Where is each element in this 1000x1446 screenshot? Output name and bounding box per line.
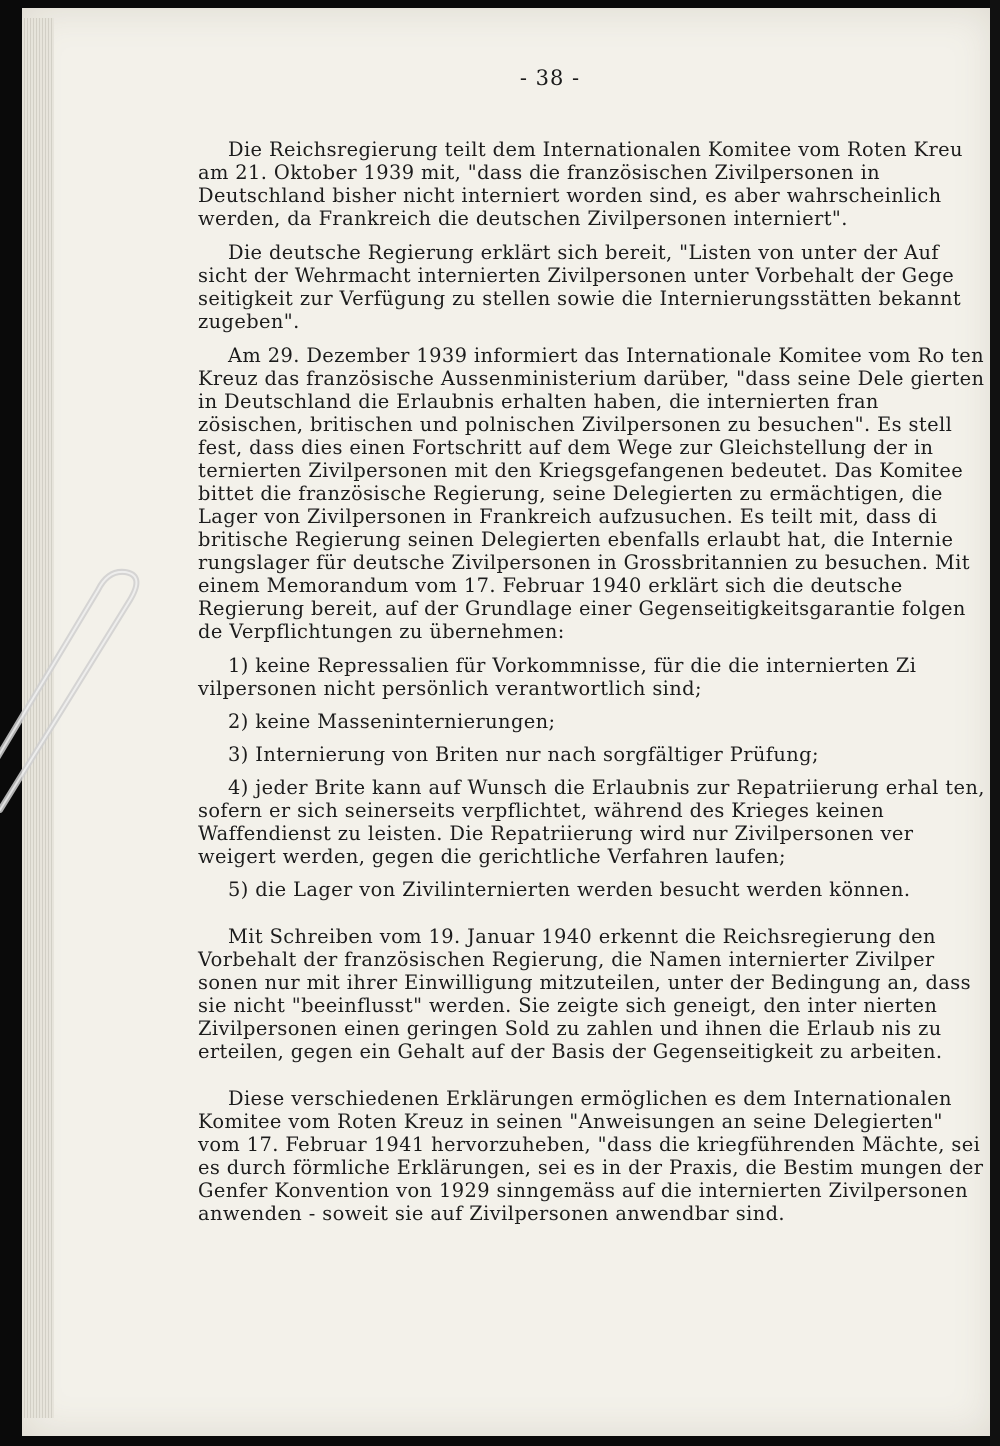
paragraph: Diese verschiedenen Erklärungen ermöglichen es dem Internationalen Komitee vom Roten Kreuz in seinen "Anweisungen an seine Delegierten" vom 17. Februar 1941 hervorzuheben, "dass die kriegführenden Mächte, sei es durch förmliche Erklärungen, sei es in der Praxis, die Bestim mungen der Genfer Konvention von 1929 sinngemäss auf die internierten Zivilpersonen anwenden - soweit sie auf Zivilpersonen anwendbar sind.	[198, 1087, 984, 1225]
list-item: 1) keine Repressalien für Vorkommnisse, für die die internierten Zi vilpersonen nicht persönlich verantwortlich sind;	[198, 654, 917, 700]
list-item: 3) Internierung von Briten nur nach sorgfältiger Prüfung;	[228, 743, 819, 766]
list-item: 5) die Lager von Zivilinternierten werden besucht werden können.	[228, 878, 911, 901]
paragraph: Die deutsche Regierung erklärt sich bereit, "Listen von unter der Auf sicht der Wehrmacht internierten Zivilpersonen unter Vorbehalt der Gege seitigkeit zur Verfügung zu stellen sowie die Internierungsstätten bekannt zugeben".	[198, 241, 962, 333]
obligations-list	[198, 654, 988, 901]
body-text	[198, 138, 988, 1236]
paper-clip-icon	[0, 560, 180, 860]
page-number: - 38 -	[519, 66, 581, 90]
paragraph: Mit Schreiben vom 19. Januar 1940 erkennt die Reichsregierung den Vorbehalt der französischen Regierung, die Namen internierter Zivilper sonen nur mit ihrer Einwilligung mitzuteilen, unter der Bedingung an, dass sie nicht "beeinflusst" werden. Sie zeigte sich geneigt, den inter nierten Zivilpersonen einen geringen Sold zu zahlen und ihnen die Erlaub nis zu erteilen, gegen ein Gehalt auf der Basis der Gegenseitigkeit zu arbeiten.	[198, 925, 971, 1063]
scan-border	[990, 0, 1000, 1446]
paragraph: Am 29. Dezember 1939 informiert das Internationale Komitee vom Ro ten Kreuz das französische Aussenministerium darüber, "dass seine Dele gierten in Deutschland die Erlaubnis erhalten haben, die internierten fran zösischen, britischen und polnischen Zivilpersonen zu besuchen". Es stell fest, dass dies einen Fortschritt auf dem Wege zur Gleichstellung der in ternierten Zivilpersonen mit den Kriegsgefangenen bedeutet. Das Komitee bittet die französische Regierung, seine Delegierten zu ermächtigen, die Lager von Zivilpersonen in Frankreich aufzusuchen. Es teilt mit, dass di britische Regierung seinen Delegierten ebenfalls erlaubt hat, die Internie rungslager für deutsche Zivilpersonen in Grossbritannien zu besuchen. Mit einem Memorandum vom 17. Februar 1940 erklärt sich die deutsche Regierung bereit, auf der Grundlage einer Gegenseitigkeitsgarantie folgen de Verpflichtungen zu übernehmen:	[198, 344, 985, 643]
paragraph: Die Reichsregierung teilt dem Internationalen Komitee vom Roten Kreu am 21. Oktober 1939 mit, "dass die französischen Zivilpersonen in Deutschland bisher nicht interniert worden sind, es aber wahrscheinlich werden, da Frankreich die deutschen Zivilpersonen interniert".	[198, 138, 963, 230]
list-item: 2) keine Masseninternierungen;	[228, 710, 556, 733]
list-item: 4) jeder Brite kann auf Wunsch die Erlaubnis zur Repatriierung erhal ten, sofern er sich seinerseits verpflichtet, während des Krieges keinen Waffendienst zu leisten. Die Repatriierung wird nur Zivilpersonen ver weigert werden, gegen die gerichtliche Verfahren laufen;	[198, 776, 985, 868]
